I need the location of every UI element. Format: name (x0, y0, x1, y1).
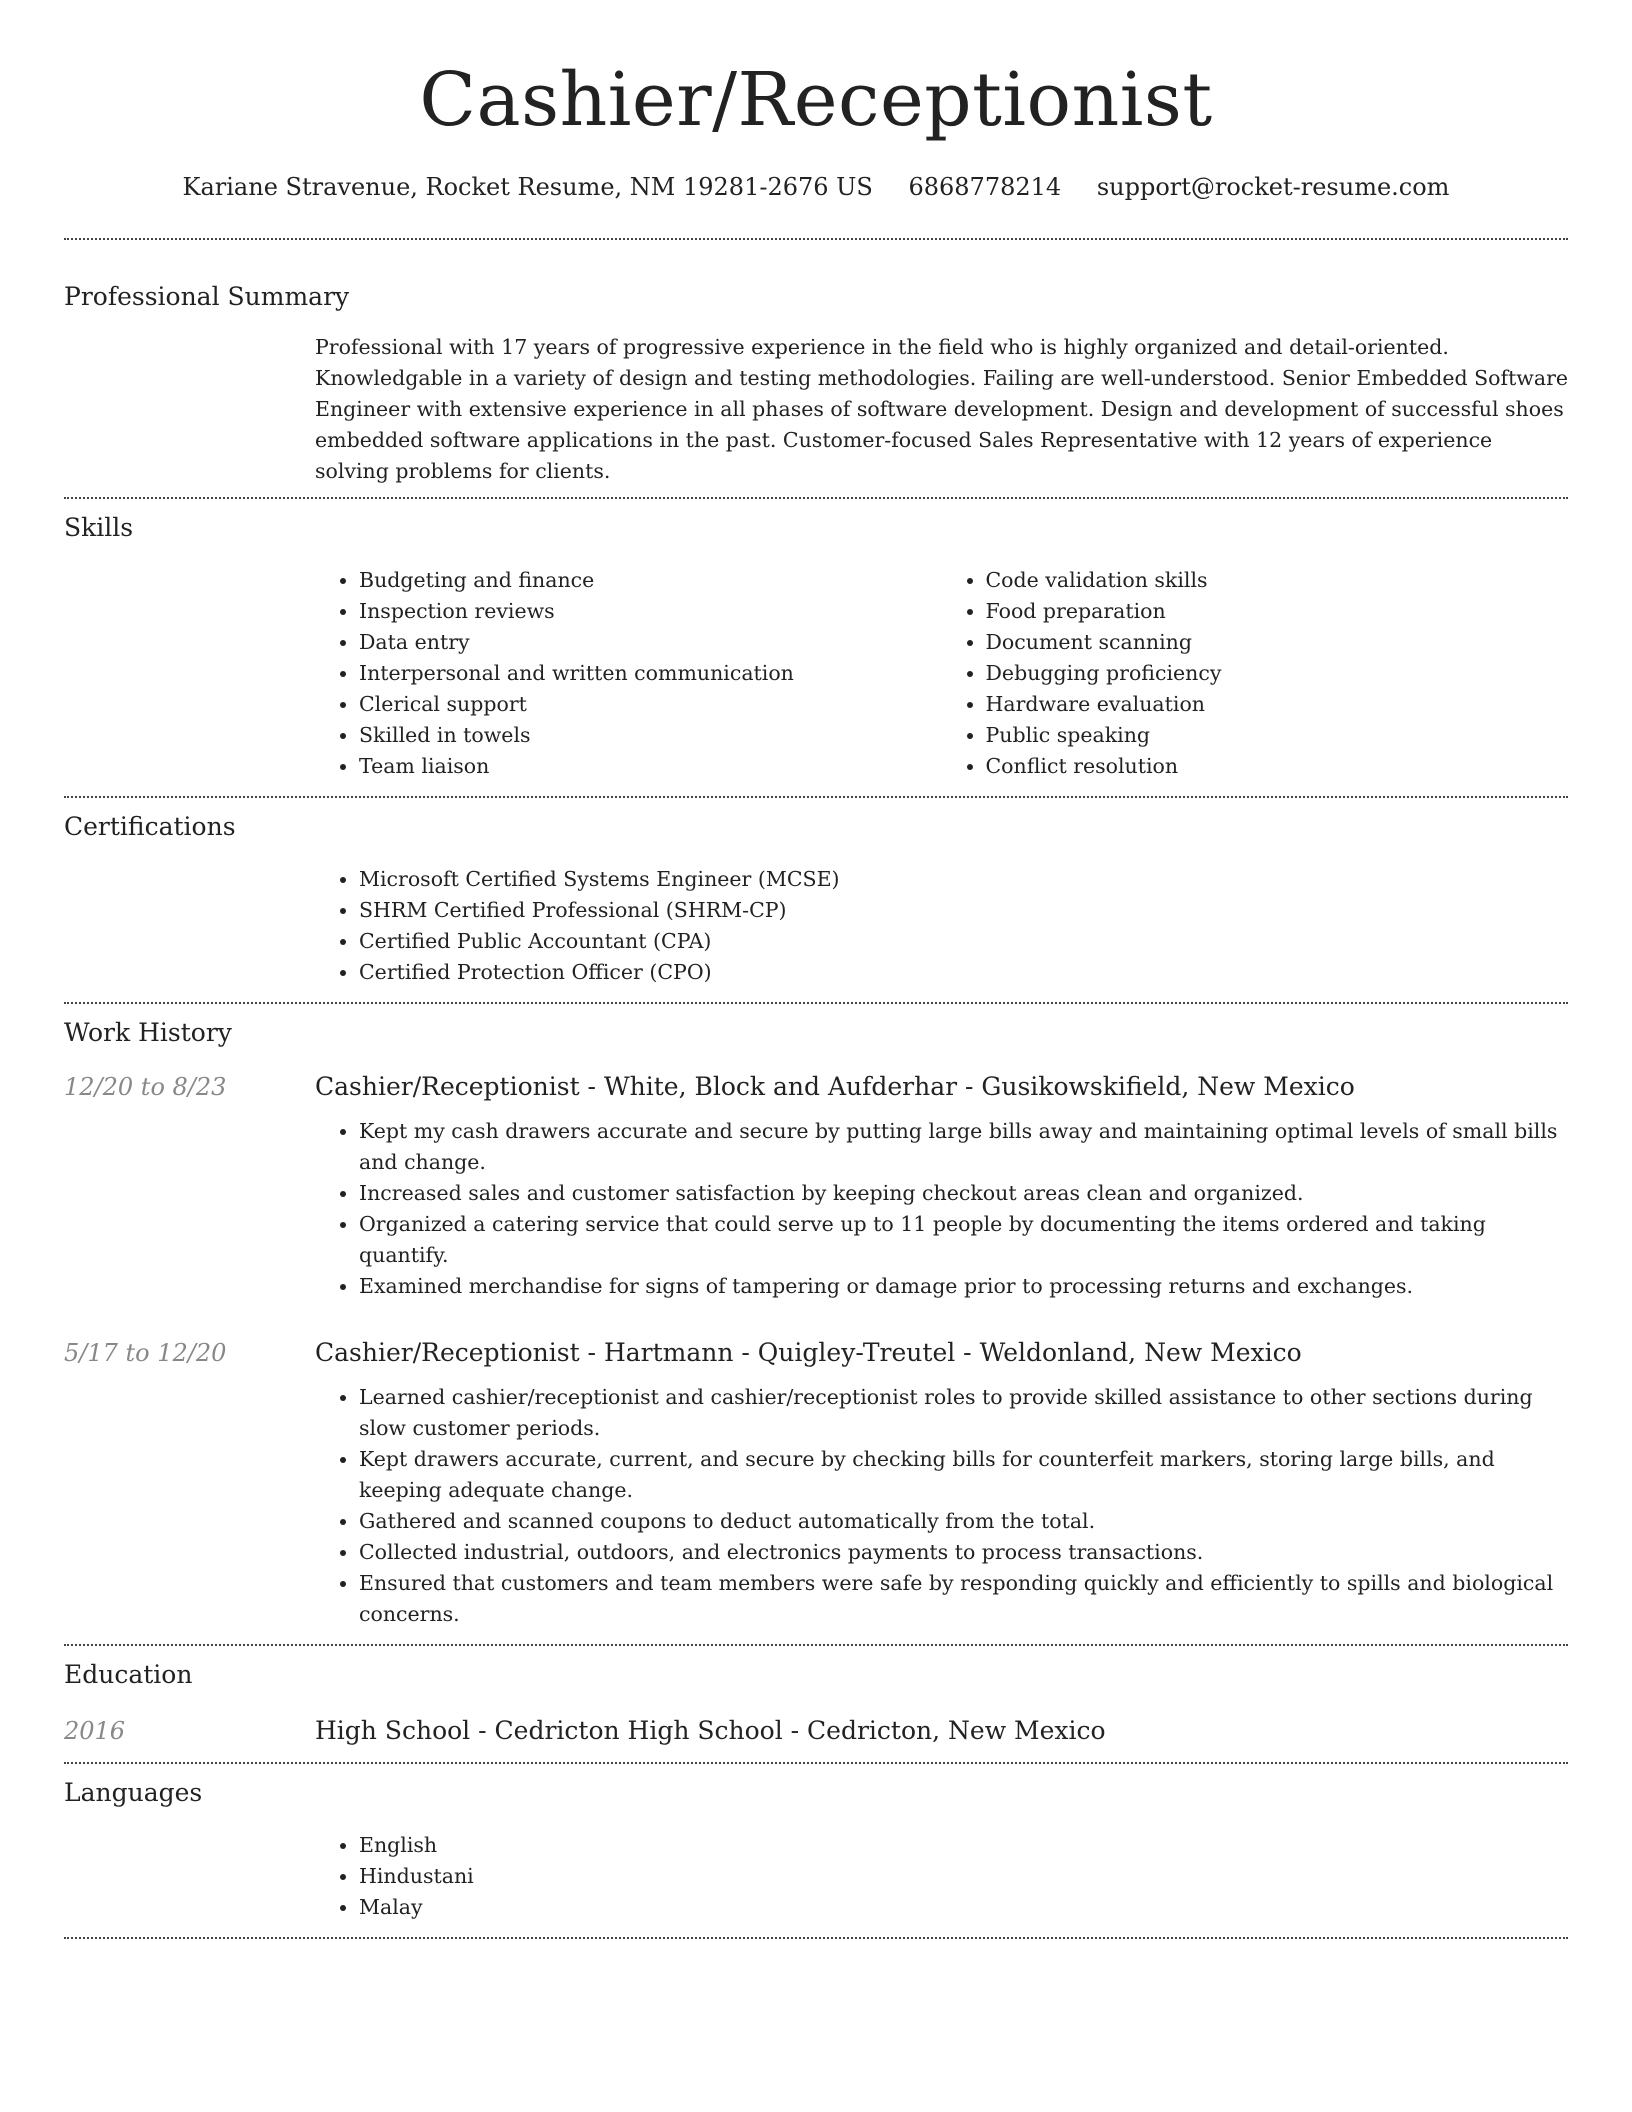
job-details (315, 1116, 1568, 1302)
job-entry (64, 1070, 1568, 1302)
skill-item: • Conflict resolution (986, 751, 1569, 782)
job-bullet: • Increased sales and customer satisfaction by keeping checkout areas clean and organized. (359, 1178, 1568, 1209)
job-bullet: • Examined merchandise for signs of tampering or damage prior to processing returns and exchanges. (359, 1271, 1568, 1302)
job-bullet: • Gathered and scanned coupons to deduct automatically from the total. (359, 1506, 1568, 1537)
divider (64, 1002, 1568, 1004)
divider (64, 238, 1568, 240)
language-item: • Hindustani (359, 1861, 1568, 1892)
resume-page (64, 0, 1568, 1939)
certifications-content (315, 864, 1568, 988)
job-bullet: • Collected industrial, outdoors, and electronics payments to process transactions. (359, 1537, 1568, 1568)
job-bullets (315, 1382, 1568, 1630)
section-title-summary: Professional Summary (64, 282, 350, 311)
languages-list (315, 1830, 1568, 1923)
skill-item: • Debugging proficiency (986, 658, 1569, 689)
section-title-certifications: Certifications (64, 812, 236, 841)
skill-item: • Clerical support (359, 689, 942, 720)
contact-line (64, 170, 1568, 204)
skill-item: • Data entry (359, 627, 942, 658)
skill-item: • Team liaison (359, 751, 942, 782)
job-heading: Cashier/Receptionist - White, Block and Aufderhar - Gusikowskifield, New Mexico (315, 1072, 1355, 1101)
languages-content (315, 1830, 1568, 1923)
skill-item: • Food preparation (986, 596, 1569, 627)
contact-address: Kariane Stravenue, Rocket Resume, NM 19281-2676 US (182, 173, 873, 201)
summary-text: Professional with 17 years of progressive experience in the field who is highly organized and detail-oriented. Knowledgable in a variety of design and testing methodologies. Failing are well-understood. Senior Embedded Software Engineer with extensive experience in all phases of software development. Design and development of successful shoes embedded software applications in the past. Customer-focused Sales Representative with 12 years of experience solving problems for clients. (315, 335, 1569, 483)
job-bullet: • Kept my cash drawers accurate and secure by putting large bills away and maintaining optimal levels of small bills and change. (359, 1116, 1568, 1178)
certification-item: • Microsoft Certified Systems Engineer (MCSE) (359, 864, 1568, 895)
contact-email: support@rocket-resume.com (1096, 173, 1450, 201)
skill-item: • Document scanning (986, 627, 1569, 658)
section-title-skills: Skills (64, 513, 134, 542)
resume-name: Cashier/Receptionist (419, 57, 1213, 143)
education-entry (64, 1714, 1568, 1748)
skills-content (315, 565, 1568, 782)
job-bullet: • Organized a catering service that could serve up to 11 people by documenting the items ordered and taking quantify. (359, 1209, 1568, 1271)
skill-item: • Interpersonal and written communication (359, 658, 942, 689)
divider (64, 1937, 1568, 1939)
skill-item: • Inspection reviews (359, 596, 942, 627)
divider (64, 796, 1568, 798)
job-dates: 5/17 to 12/20 (64, 1339, 227, 1367)
job-bullet: • Ensured that customers and team members were safe by responding quickly and efficiently to spills and biological concerns. (359, 1568, 1568, 1630)
skills-list-left (315, 565, 942, 782)
section-title-education: Education (64, 1660, 193, 1689)
skill-item: • Public speaking (986, 720, 1569, 751)
section-title-work-history: Work History (64, 1018, 232, 1047)
job-bullet: • Kept drawers accurate, current, and secure by checking bills for counterfeit markers, storing large bills, and keeping adequate change. (359, 1444, 1568, 1506)
language-item: • English (359, 1830, 1568, 1861)
certification-item: • SHRM Certified Professional (SHRM-CP) (359, 895, 1568, 926)
certification-item: • Certified Protection Officer (CPO) (359, 957, 1568, 988)
section-skills (64, 511, 1568, 782)
section-title-languages: Languages (64, 1778, 203, 1807)
job-bullets (315, 1116, 1568, 1302)
language-item: • Malay (359, 1892, 1568, 1923)
job-details (315, 1382, 1568, 1630)
job-dates: 12/20 to 8/23 (64, 1073, 227, 1101)
section-languages (64, 1776, 1568, 1923)
job-heading: Cashier/Receptionist - Hartmann - Quigley-Treutel - Weldonland, New Mexico (315, 1338, 1302, 1367)
skill-item: • Code validation skills (986, 565, 1569, 596)
education-year: 2016 (64, 1717, 126, 1745)
skill-item: • Skilled in towels (359, 720, 942, 751)
divider (64, 1762, 1568, 1764)
education-heading: High School - Cedricton High School - Cedricton, New Mexico (315, 1716, 1106, 1745)
job-bullet: • Learned cashier/receptionist and cashier/receptionist roles to provide skilled assistance to other sections during slow customer periods. (359, 1382, 1568, 1444)
certification-item: • Certified Public Accountant (CPA) (359, 926, 1568, 957)
section-work-history (64, 1016, 1568, 1630)
certifications-list (315, 864, 1568, 988)
divider (64, 497, 1568, 499)
job-entry (64, 1336, 1568, 1630)
skill-item: • Hardware evaluation (986, 689, 1569, 720)
section-certifications (64, 810, 1568, 988)
summary-content (315, 332, 1568, 487)
skill-item: • Budgeting and finance (359, 565, 942, 596)
section-education (64, 1658, 1568, 1748)
skills-list-right (942, 565, 1569, 782)
contact-phone: 6868778214 (908, 173, 1062, 201)
section-summary (64, 280, 1568, 487)
divider (64, 1644, 1568, 1646)
